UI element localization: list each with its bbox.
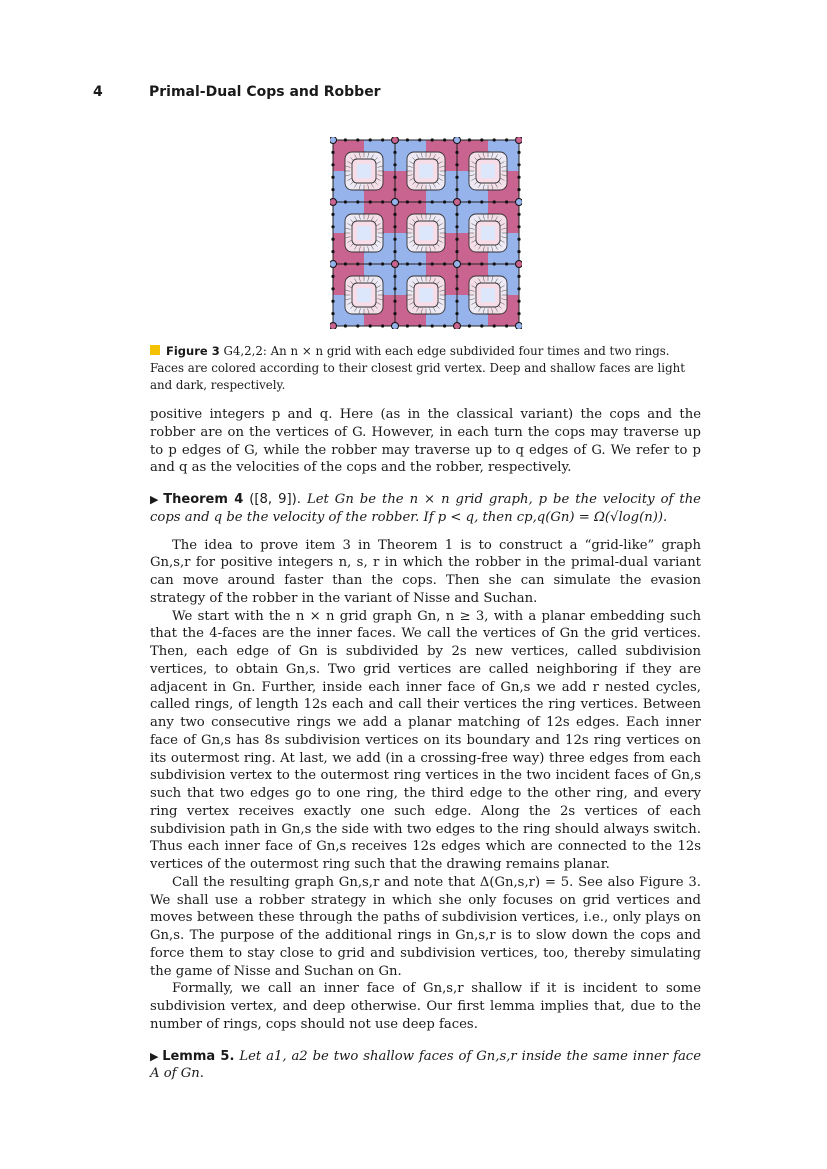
- grid-vertex: [454, 261, 461, 268]
- theorem-text: Let Gn be the n × n grid graph, p be the velocity of the cops and q be the velocity of the robber. If p < q, then cp,q(Gn) = Ω(√log(n)).: [150, 492, 701, 525]
- subdivision-vertex: [480, 262, 483, 265]
- paragraph: Call the resulting graph Gn,s,r and note that Δ(Gn,s,r) = 5. See also Figure 3. We shall use a robber strategy in which she only focuses on grid vertices and moves between these through the paths of subdivision vertices, i.e., only plays on Gn,s. The purpose of the additional rings in Gn,s,r is to slow down the cops and force them to stay close to grid and subdivision vertices, too, thereby simulating the game of Nisse and Suchan on Gn.: [150, 874, 701, 979]
- subdivision-vertex: [517, 300, 520, 303]
- subdivision-vertex: [517, 225, 520, 228]
- grid-vertex: [330, 137, 337, 144]
- grid-vertex: [330, 199, 337, 206]
- subdivision-vertex: [381, 262, 384, 265]
- deep-face: [419, 288, 433, 302]
- running-title: Primal-Dual Cops and Robber: [149, 84, 381, 100]
- theorem-marker-icon: ▶: [150, 493, 161, 506]
- subdivision-vertex: [455, 287, 458, 290]
- lemma-5: [150, 1048, 701, 1084]
- subdivision-vertex: [356, 138, 359, 141]
- subdivision-vertex: [455, 300, 458, 303]
- subdivision-vertex: [455, 275, 458, 278]
- subdivision-vertex: [344, 200, 347, 203]
- subdivision-vertex: [468, 324, 471, 327]
- caption-text: G4,2,2: An n × n grid with each edge subdivided four times and two rings. Faces are colored according to their closest grid vertex. Deep and shallow faces are light and dark, respectively.: [150, 344, 685, 392]
- subdivision-vertex: [455, 225, 458, 228]
- subdivision-vertex: [369, 200, 372, 203]
- grid-vertex: [516, 261, 523, 268]
- deep-face: [419, 226, 433, 240]
- lemma-label: Lemma 5.: [162, 1048, 235, 1064]
- subdivision-vertex: [369, 324, 372, 327]
- theorem-label: Theorem 4: [163, 492, 244, 507]
- grid-vertex: [454, 199, 461, 206]
- subdivision-vertex: [468, 200, 471, 203]
- subdivision-vertex: [418, 262, 421, 265]
- subdivision-vertex: [344, 262, 347, 265]
- subdivision-vertex: [406, 324, 409, 327]
- subdivision-vertex: [418, 138, 421, 141]
- figure-caption: [150, 343, 701, 394]
- lemma-text: Let a1, a2 be two shallow faces of Gn,s,r inside the same inner face A of Gn.: [150, 1048, 701, 1082]
- grid-vertex: [392, 261, 399, 268]
- subdivision-vertex: [344, 138, 347, 141]
- subdivision-vertex: [393, 213, 396, 216]
- subdivision-vertex: [480, 200, 483, 203]
- subdivision-vertex: [517, 250, 520, 253]
- subdivision-vertex: [331, 238, 334, 241]
- subdivision-vertex: [517, 176, 520, 179]
- subdivision-vertex: [517, 213, 520, 216]
- subdivision-vertex: [455, 213, 458, 216]
- subdivision-vertex: [393, 312, 396, 315]
- subdivision-vertex: [455, 238, 458, 241]
- lemma-marker-icon: ▶: [150, 1049, 160, 1063]
- subdivision-vertex: [431, 138, 434, 141]
- subdivision-vertex: [356, 324, 359, 327]
- subdivision-vertex: [468, 262, 471, 265]
- subdivision-vertex: [517, 188, 520, 191]
- subdivision-vertex: [331, 176, 334, 179]
- subdivision-vertex: [393, 250, 396, 253]
- subdivision-vertex: [493, 200, 496, 203]
- subdivision-vertex: [344, 324, 347, 327]
- grid-graph-svg: [330, 137, 522, 329]
- subdivision-vertex: [480, 324, 483, 327]
- subdivision-vertex: [443, 138, 446, 141]
- deep-face: [357, 164, 371, 178]
- subdivision-vertex: [455, 163, 458, 166]
- subdivision-vertex: [517, 238, 520, 241]
- subdivision-vertex: [517, 275, 520, 278]
- subdivision-vertex: [331, 250, 334, 253]
- subdivision-vertex: [331, 312, 334, 315]
- subdivision-vertex: [331, 300, 334, 303]
- subdivision-vertex: [406, 200, 409, 203]
- paragraph: We start with the n × n grid graph Gn, n ≥ 3, with a planar embedding such that the 4-faces are the inner faces. We call the vertices of Gn the grid vertices. Then, each edge of Gn is subdivided by 2s new vertices, called subdivision vertices, to obtain Gn,s. Two grid vertices are called neighboring if they are adjacent in Gn. Further, inside each inner face of Gn,s we add r nested cycles, called rings, of length 12s each and call their vertices the ring vertices. Between any two consecutive rings we add a planar matching of 12s edges. Each inner face of Gn,s has 8s subdivision vertices on its boundary and 12s ring vertices on its outermost ring. At last, we add (in a crossing-free way) three edges from each subdivision vertex to the outermost ring vertices in the two incident faces of Gn,s such that two edges go to one ring, the third edge to the other ring, and every ring vertex receives exactly one such edge. Along the 2s vertices of each subdivision path in Gn,s the side with two edges to the ring should always switch. Thus each inner face of Gn,s receives 12s edges which are connected to the 12s vertices of the outermost ring such that the drawing remains planar.: [150, 608, 701, 872]
- subdivision-vertex: [505, 200, 508, 203]
- grid-vertex: [330, 261, 337, 268]
- deep-face: [419, 164, 433, 178]
- subdivision-vertex: [443, 324, 446, 327]
- subdivision-vertex: [431, 200, 434, 203]
- subdivision-vertex: [505, 262, 508, 265]
- subdivision-vertex: [455, 188, 458, 191]
- subdivision-vertex: [393, 300, 396, 303]
- subdivision-vertex: [331, 188, 334, 191]
- subdivision-vertex: [331, 163, 334, 166]
- subdivision-vertex: [455, 312, 458, 315]
- subdivision-vertex: [493, 324, 496, 327]
- grid-vertex: [516, 199, 523, 206]
- subdivision-vertex: [381, 200, 384, 203]
- subdivision-vertex: [331, 151, 334, 154]
- subdivision-vertex: [356, 200, 359, 203]
- grid-vertex: [516, 323, 523, 330]
- subdivision-vertex: [418, 200, 421, 203]
- deep-face: [481, 226, 495, 240]
- subdivision-vertex: [418, 324, 421, 327]
- deep-face: [357, 288, 371, 302]
- subdivision-vertex: [505, 138, 508, 141]
- subdivision-vertex: [393, 275, 396, 278]
- subdivision-vertex: [468, 138, 471, 141]
- subdivision-vertex: [331, 287, 334, 290]
- paragraph: positive integers p and q. Here (as in the classical variant) the cops and the robber are on the vertices of G. However, in each turn the cops may traverse up to p edges of G, while the robber may traverse up to q edges of G. We refer to p and q as the velocities of the cops and the robber, respectively.: [150, 407, 701, 476]
- subdivision-vertex: [505, 324, 508, 327]
- subdivision-vertex: [493, 262, 496, 265]
- figure-label: Figure 3: [166, 344, 220, 358]
- grid-vertex: [330, 323, 337, 330]
- grid-vertex: [392, 199, 399, 206]
- subdivision-vertex: [443, 200, 446, 203]
- subdivision-vertex: [493, 138, 496, 141]
- subdivision-vertex: [455, 151, 458, 154]
- subdivision-vertex: [381, 324, 384, 327]
- subdivision-vertex: [393, 238, 396, 241]
- subdivision-vertex: [517, 287, 520, 290]
- theorem-4: [150, 491, 701, 527]
- subdivision-vertex: [393, 287, 396, 290]
- grid-vertex: [454, 137, 461, 144]
- page-number: 4: [93, 84, 103, 100]
- subdivision-vertex: [406, 262, 409, 265]
- body-text: [150, 406, 701, 1093]
- subdivision-vertex: [331, 275, 334, 278]
- subdivision-vertex: [517, 312, 520, 315]
- deep-face: [357, 226, 371, 240]
- subdivision-vertex: [369, 138, 372, 141]
- figure-grid-graph: [330, 137, 522, 329]
- subdivision-vertex: [393, 225, 396, 228]
- subdivision-vertex: [331, 213, 334, 216]
- subdivision-vertex: [393, 188, 396, 191]
- subdivision-vertex: [431, 262, 434, 265]
- subdivision-vertex: [517, 163, 520, 166]
- grid-vertex: [454, 323, 461, 330]
- subdivision-vertex: [431, 324, 434, 327]
- subdivision-vertex: [443, 262, 446, 265]
- deep-face: [481, 288, 495, 302]
- grid-vertex: [392, 323, 399, 330]
- subdivision-vertex: [480, 138, 483, 141]
- subdivision-vertex: [455, 176, 458, 179]
- grid-vertex: [392, 137, 399, 144]
- subdivision-vertex: [393, 163, 396, 166]
- subdivision-vertex: [393, 151, 396, 154]
- subdivision-vertex: [381, 138, 384, 141]
- paragraph: Formally, we call an inner face of Gn,s,r shallow if it is incident to some subdivision vertex, and deep otherwise. Our first lemma implies that, due to the number of rings, cops should not use deep faces.: [150, 981, 701, 1032]
- theorem-citation: ([8, 9]).: [249, 492, 301, 507]
- caption-marker-icon: [150, 345, 160, 355]
- subdivision-vertex: [393, 176, 396, 179]
- subdivision-vertex: [369, 262, 372, 265]
- subdivision-vertex: [356, 262, 359, 265]
- subdivision-vertex: [455, 250, 458, 253]
- subdivision-vertex: [331, 225, 334, 228]
- deep-face: [481, 164, 495, 178]
- subdivision-vertex: [517, 151, 520, 154]
- grid-vertex: [516, 137, 523, 144]
- paragraph: The idea to prove item 3 in Theorem 1 is to construct a “grid-like” graph Gn,s,r for positive integers n, s, r in which the robber in the primal-dual variant can move around faster than the cops. Then she can simulate the evasion strategy of the robber in the variant of Nisse and Suchan.: [150, 537, 701, 606]
- page-header: [93, 84, 733, 104]
- subdivision-vertex: [406, 138, 409, 141]
